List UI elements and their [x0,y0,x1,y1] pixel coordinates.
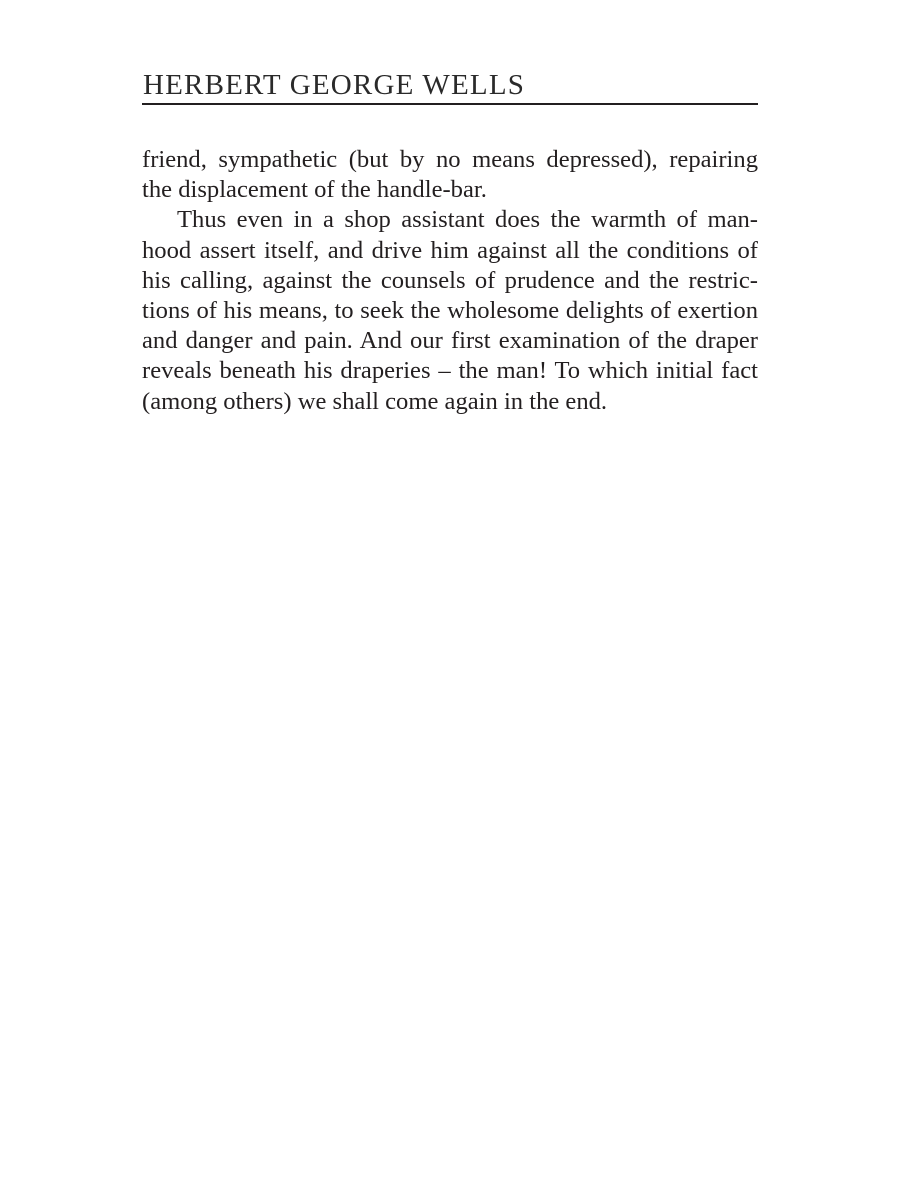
text-line: and danger and pain. And our first examination of the draper [142,327,758,355]
running-head-title: HERBERT GEORGE WELLS [143,69,526,101]
text-line: tions of his means, to seek the wholesome delights of exertion [142,296,758,324]
text-line: (among others) we shall come again in the end. [142,387,608,415]
paragraph [142,205,758,416]
body-text [142,145,758,417]
paragraph [142,145,758,205]
text-line: Thus even in a shop assistant does the warmth of man- [177,206,758,234]
text-line: his calling, against the counsels of prudence and the restric- [142,266,758,294]
text-line: friend, sympathetic (but by no means depressed), repairing [142,146,758,173]
text-line: hood assert itself, and drive him against all the conditions of [142,236,758,264]
text-line: reveals beneath his draperies – the man! To which initial fact [142,357,758,385]
running-head [142,67,758,105]
text-line: the displacement of the handle-bar. [142,176,487,204]
